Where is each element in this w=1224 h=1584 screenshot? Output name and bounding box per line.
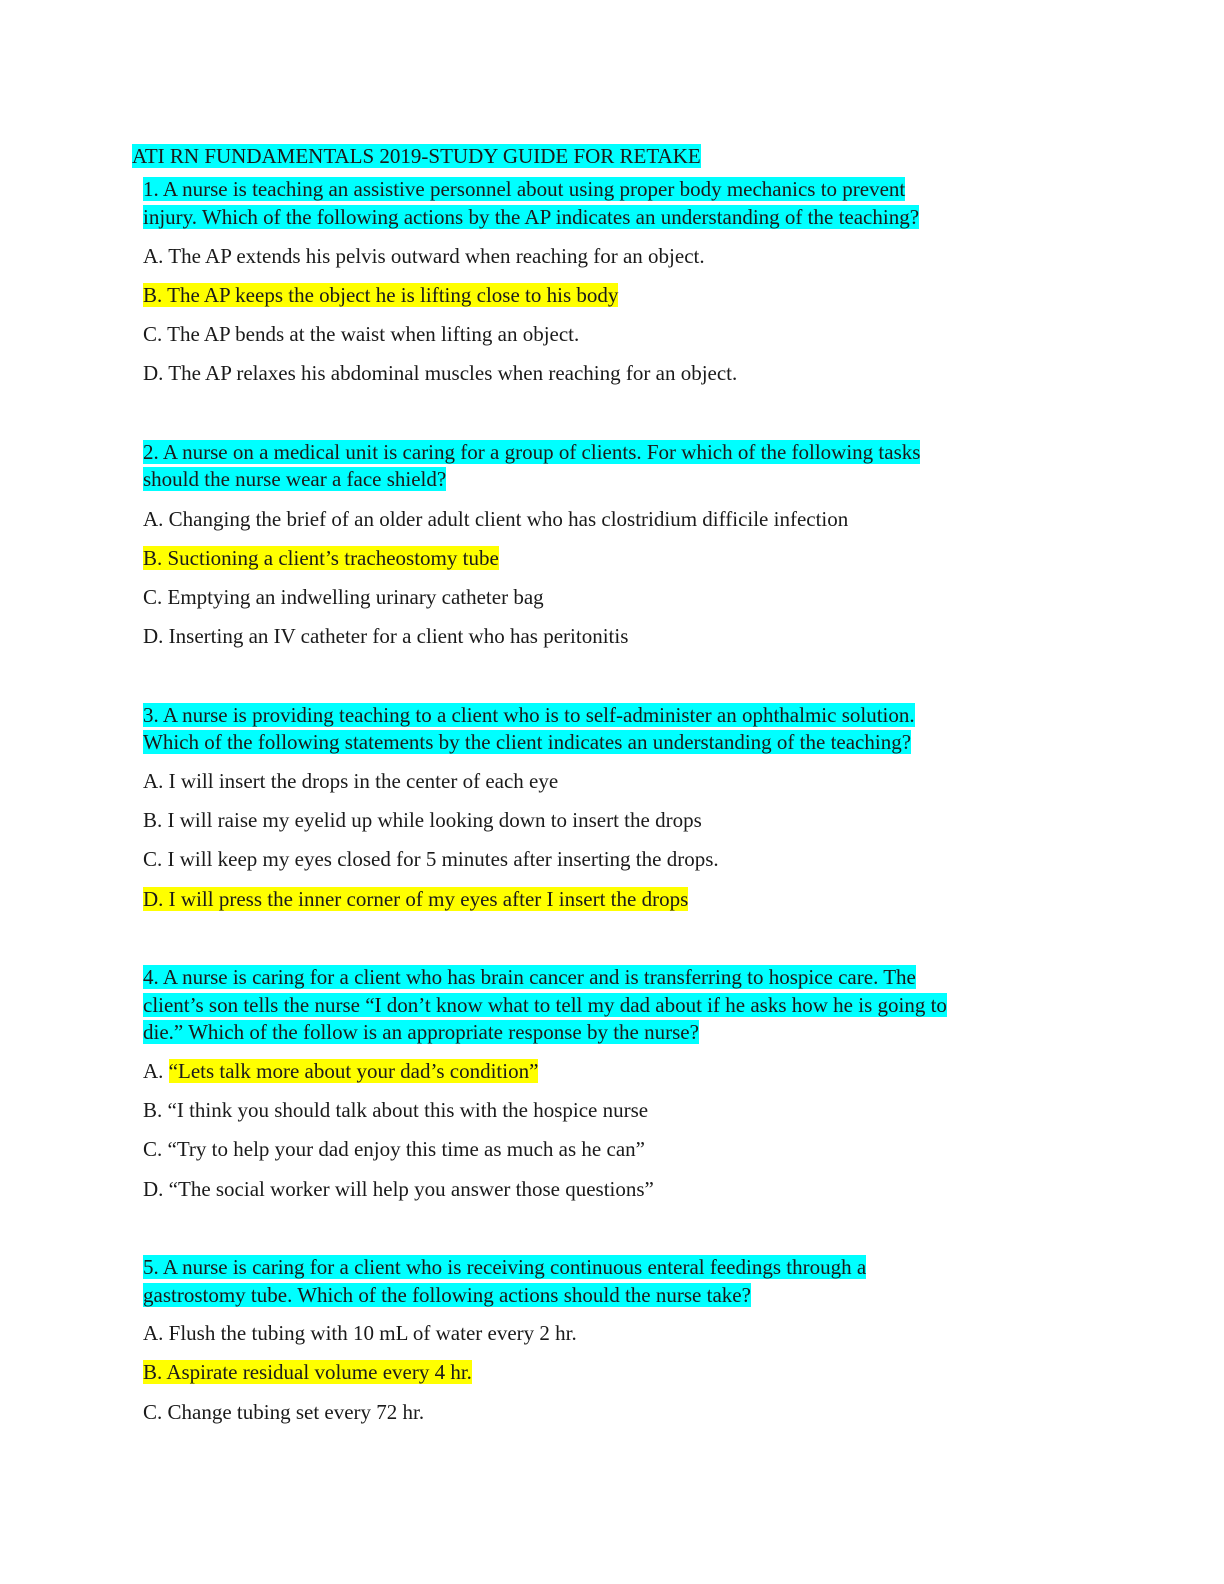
question-3-stem-line-2: Which of the following statements by the client indicates an understanding of the teaching? [143,730,912,754]
question-3-option-d: D. I will press the inner corner of my eyes after I insert the drops [143,887,689,911]
question-2-option-b: B. Suctioning a client’s tracheostomy tube [143,546,499,570]
question-2-stem-line-2: should the nurse wear a face shield? [143,467,447,491]
question-1-option-c: C. The AP bends at the waist when lifting an object. [143,322,580,346]
question-3-option-c: C. I will keep my eyes closed for 5 minutes after inserting the drops. [143,847,719,871]
question-1-stem-line-1: 1. A nurse is teaching an assistive personnel about using proper body mechanics to prevent [143,177,906,201]
question-1-option-d: D. The AP relaxes his abdominal muscles when reaching for an object. [143,361,738,385]
question-2-option-d: D. Inserting an IV catheter for a client who has peritonitis [143,624,629,648]
question-4-stem-line-2: client’s son tells the nurse “I don’t know what to tell my dad about if he asks how he is going to [143,993,947,1017]
question-1-option-b: B. The AP keeps the object he is lifting close to his body [143,283,619,307]
question-5-option-b: B. Aspirate residual volume every 4 hr. [143,1360,472,1384]
question-5-option-a: A. Flush the tubing with 10 mL of water every 2 hr. [143,1321,577,1345]
question-5-stem-line-2: gastrostomy tube. Which of the following actions should the nurse take? [143,1283,751,1307]
question-3-option-a: A. I will insert the drops in the center of each eye [143,769,559,793]
question-4-option-d: D. “The social worker will help you answer those questions” [143,1177,654,1201]
question-3-stem-line-1: 3. A nurse is providing teaching to a client who is to self-administer an ophthalmic solution. [143,703,915,727]
question-1-stem-line-2: injury. Which of the following actions by the AP indicates an understanding of the teaching? [143,205,920,229]
question-4-stem-line-1: 4. A nurse is caring for a client who has brain cancer and is transferring to hospice care. The [143,965,916,989]
question-4-option-a: A. “Lets talk more about your dad’s condition” [143,1059,539,1083]
question-1-option-a: A. The AP extends his pelvis outward when reaching for an object. [143,244,705,268]
question-3-option-b: B. I will raise my eyelid up while looking down to insert the drops [143,808,702,832]
question-4-stem-line-3: die.” Which of the follow is an appropriate response by the nurse? [143,1020,699,1044]
question-4-option-b: B. “I think you should talk about this with the hospice nurse [143,1098,649,1122]
question-5-option-c: C. Change tubing set every 72 hr. [143,1400,425,1424]
question-2-stem-line-1: 2. A nurse on a medical unit is caring for a group of clients. For which of the following tasks [143,440,921,464]
document-title: ATI RN FUNDAMENTALS 2019-STUDY GUIDE FOR RETAKE [132,144,701,168]
question-4-option-c: C. “Try to help your dad enjoy this time as much as he can” [143,1137,645,1161]
question-2-option-c: C. Emptying an indwelling urinary catheter bag [143,585,544,609]
question-2-option-a: A. Changing the brief of an older adult client who has clostridium difficile infection [143,507,849,531]
question-5-stem-line-1: 5. A nurse is caring for a client who is receiving continuous enteral feedings through a [143,1255,867,1279]
